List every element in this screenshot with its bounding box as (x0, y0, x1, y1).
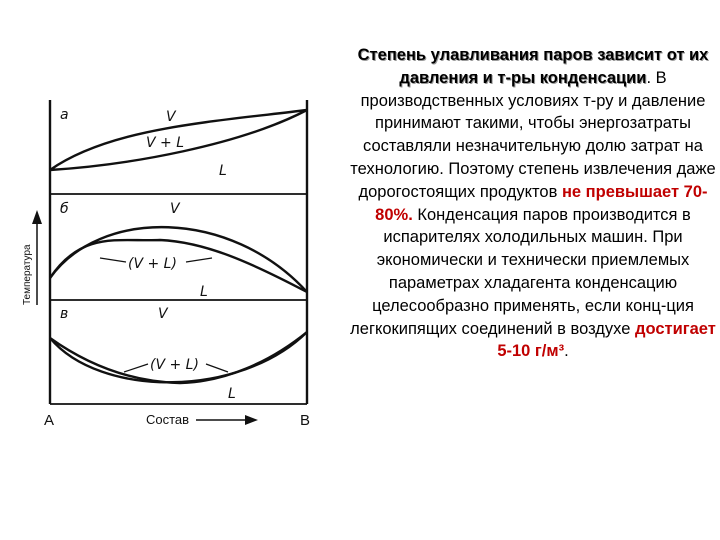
panel-b-vapor-label: V (170, 201, 180, 217)
highlight-concentration: достигает 5-10 г/м³ (497, 319, 716, 361)
panel-a-vapor-label: V (166, 109, 176, 125)
panel-letter-a: а (60, 107, 69, 123)
heading: Степень улавливания паров зависит от их давления и т-ры конденсации (357, 46, 709, 87)
explanation-text (346, 44, 720, 363)
panel-letter-b: б (60, 201, 69, 217)
panel-a-two-phase-label: V + L (146, 135, 185, 151)
y-axis-label: Температура (22, 244, 33, 305)
body-text-2: Конденсация паров производится в испарителях холодильных машин. При экономически и технически приемлемых параметрах хладагента конденсацию целесообразно применять, если конц-ция легкокипящих соединений в воздухе (350, 205, 694, 338)
x-axis-label: Состав (146, 412, 190, 427)
x-axis-arrowhead-icon (245, 415, 258, 425)
heading-end: . (646, 68, 652, 87)
panel-b-dew-curve (50, 227, 307, 292)
panel-c-vapor-label: V (158, 306, 168, 322)
body-text-1: В производственных условиях т-ру и давление принимают такими, чтобы энергозатраты составляли незначительную долю затрат на технологию. Поэтому степень извлечения даже дорогостоящих продуктов (350, 68, 716, 201)
y-axis-arrowhead-icon (32, 210, 42, 224)
panel-letter-c: в (60, 306, 69, 322)
panel-b-bubble-curve (50, 240, 307, 292)
body-end: . (564, 342, 569, 361)
x-axis-left-component: A (44, 412, 55, 429)
panel-b-leader-right (186, 258, 212, 262)
panel-c-two-phase-label: (V + L) (150, 357, 199, 373)
x-axis-right-component: B (300, 412, 311, 429)
panel-b-two-phase-label: (V + L) (128, 256, 177, 272)
panel-a-liquid-label: L (219, 163, 227, 179)
panel-c-leader-left (124, 364, 148, 372)
panel-b-leader-left (100, 258, 126, 262)
panel-c-leader-right (206, 364, 228, 372)
highlight-recovery-limit: не превышает 70-80%. (375, 182, 708, 224)
panel-b-liquid-label: L (200, 284, 208, 300)
panel-c-liquid-label: L (228, 386, 236, 402)
